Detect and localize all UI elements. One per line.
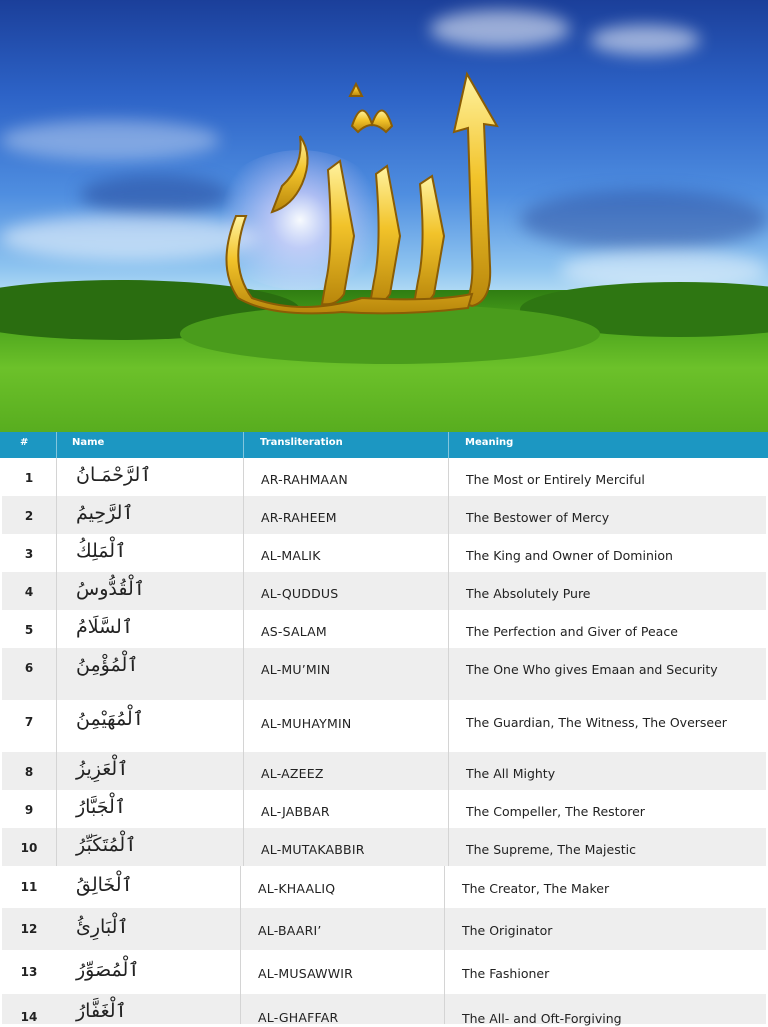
header-transliteration: Transliteration	[260, 437, 343, 448]
column-divider	[444, 908, 445, 950]
cloud	[520, 190, 768, 250]
arabic-name: ٱلرَّحِيمُ	[76, 502, 134, 524]
column-divider	[56, 432, 57, 458]
meaning: The Creator, The Maker	[462, 881, 610, 896]
transliteration: AL-MU’MIN	[261, 662, 331, 677]
row-number: 13	[20, 965, 38, 979]
table-row[interactable]	[2, 790, 766, 829]
column-divider	[243, 790, 244, 828]
column-divider	[448, 790, 449, 828]
column-divider	[444, 866, 445, 908]
arabic-name: ٱلْمُتَكَبِّرُ	[76, 834, 137, 856]
header-num: #	[20, 437, 29, 448]
table-row[interactable]	[2, 908, 766, 951]
table-row[interactable]	[2, 572, 766, 611]
column-divider	[243, 572, 244, 610]
transliteration: AR-RAHMAAN	[261, 472, 348, 487]
row-number: 4	[24, 585, 34, 599]
meaning: The Fashioner	[462, 966, 550, 981]
column-divider	[56, 700, 57, 752]
column-divider	[56, 610, 57, 648]
row-number: 14	[20, 1010, 38, 1024]
column-divider	[240, 994, 241, 1024]
column-divider	[56, 790, 57, 828]
arabic-name: ٱلْمُؤْمِنُ	[76, 654, 139, 676]
table-row[interactable]	[2, 534, 766, 573]
row-number: 10	[20, 841, 38, 855]
column-divider	[243, 496, 244, 534]
allah-calligraphy-icon	[222, 66, 532, 316]
meaning: The Most or Entirely Merciful	[466, 472, 645, 487]
transliteration: AL-MUHAYMIN	[261, 716, 352, 731]
column-divider	[448, 828, 449, 866]
row-number: 2	[24, 509, 34, 523]
arabic-name: ٱلْخَالِقُ	[76, 874, 133, 896]
arabic-name: ٱلْمَلِكُ	[76, 540, 127, 562]
transliteration: AR-RAHEEM	[261, 510, 337, 525]
table-row[interactable]	[2, 828, 766, 867]
column-divider	[240, 950, 241, 994]
arabic-name: ٱلْجَبَّارُ	[76, 796, 126, 818]
arabic-name: ٱلْمُصَوِّرُ	[76, 959, 140, 981]
row-number: 5	[24, 623, 34, 637]
cloud	[80, 175, 230, 215]
column-divider	[243, 700, 244, 752]
arabic-name: ٱلْقُدُّوسُ	[76, 578, 145, 600]
row-number: 6	[24, 661, 34, 675]
table-row[interactable]	[2, 950, 766, 995]
column-divider	[243, 752, 244, 790]
row-number: 12	[20, 922, 38, 936]
row-number: 1	[24, 471, 34, 485]
transliteration: AS-SALAM	[261, 624, 327, 639]
column-divider	[240, 908, 241, 950]
table-row[interactable]	[2, 752, 766, 791]
column-divider	[243, 534, 244, 572]
row-number: 11	[20, 880, 38, 894]
column-divider	[240, 866, 241, 908]
column-divider	[448, 648, 449, 700]
transliteration: AL-MUSAWWIR	[258, 966, 354, 981]
arabic-name: ٱلْبَارِئُ	[76, 916, 129, 938]
row-number: 3	[24, 547, 34, 561]
arabic-name: ٱلْغَفَّارُ	[76, 1000, 127, 1022]
cloud	[590, 25, 700, 55]
hero-banner	[0, 0, 768, 432]
row-number: 7	[24, 715, 34, 729]
table-header	[0, 432, 768, 458]
meaning: The Originator	[462, 923, 553, 938]
column-divider	[243, 648, 244, 700]
meaning: The Guardian, The Witness, The Overseer	[466, 715, 727, 730]
column-divider	[444, 950, 445, 994]
row-number: 9	[24, 803, 34, 817]
arabic-name: ٱلرَّحْمَـانُ	[76, 464, 152, 486]
column-divider	[448, 534, 449, 572]
meaning: The All- and Oft-Forgiving	[462, 1011, 622, 1026]
cloud	[430, 10, 570, 48]
column-divider	[56, 572, 57, 610]
transliteration: AL-JABBAR	[261, 804, 330, 819]
table-row[interactable]	[2, 700, 766, 753]
arabic-name: ٱلْمُهَيْمِنُ	[76, 708, 144, 730]
column-divider	[448, 700, 449, 752]
column-divider	[56, 458, 57, 496]
column-divider	[243, 432, 244, 458]
column-divider	[56, 534, 57, 572]
column-divider	[56, 828, 57, 866]
table-row[interactable]	[2, 866, 766, 909]
meaning: The Supreme, The Majestic	[466, 842, 636, 857]
column-divider	[448, 458, 449, 496]
header-name: Name	[72, 437, 105, 448]
table-row[interactable]	[2, 458, 766, 497]
column-divider	[448, 496, 449, 534]
meaning: The All Mighty	[466, 766, 556, 781]
column-divider	[243, 610, 244, 648]
column-divider	[56, 752, 57, 790]
meaning: The Perfection and Giver of Peace	[466, 624, 678, 639]
arabic-name: ٱلسَّلَامُ	[76, 616, 133, 638]
cloud	[0, 120, 220, 160]
meaning: The Compeller, The Restorer	[466, 804, 645, 819]
meaning: The Bestower of Mercy	[466, 510, 610, 525]
column-divider	[448, 752, 449, 790]
column-divider	[56, 496, 57, 534]
transliteration: AL-KHAALIQ	[258, 881, 336, 896]
transliteration: AL-GHAFFAR	[258, 1010, 339, 1025]
table-row[interactable]	[2, 610, 766, 649]
column-divider	[56, 648, 57, 700]
arabic-name: ٱلْعَزِيزُ	[76, 758, 129, 780]
meaning: The King and Owner of Dominion	[466, 548, 673, 563]
column-divider	[448, 572, 449, 610]
table-row[interactable]	[2, 648, 766, 701]
row-number: 8	[24, 765, 34, 779]
column-divider	[243, 458, 244, 496]
column-divider	[448, 610, 449, 648]
transliteration: AL-QUDDUS	[261, 586, 339, 601]
column-divider	[448, 432, 449, 458]
table-row[interactable]	[2, 994, 766, 1024]
meaning: The One Who gives Emaan and Security	[466, 662, 718, 677]
transliteration: AL-AZEEZ	[261, 766, 324, 781]
table-row[interactable]	[2, 496, 766, 535]
transliteration: AL-BAARI’	[258, 923, 322, 938]
column-divider	[243, 828, 244, 866]
column-divider	[444, 994, 445, 1024]
meaning: The Absolutely Pure	[466, 586, 591, 601]
transliteration: AL-MUTAKABBIR	[261, 842, 365, 857]
transliteration: AL-MALIK	[261, 548, 321, 563]
header-meaning: Meaning	[465, 437, 514, 448]
